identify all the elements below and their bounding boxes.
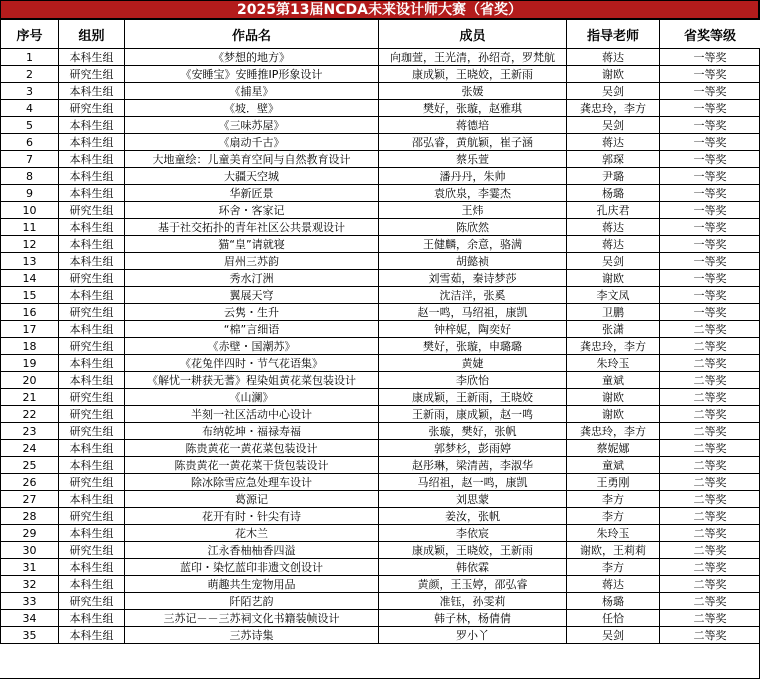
cell-teacher: 童斌: [567, 372, 660, 389]
cell-work: 阡陌艺韵: [125, 593, 379, 610]
cell-members: 樊好，张璇，申璐璐: [379, 338, 567, 355]
cell-level: 一等奖: [660, 185, 760, 202]
cell-no: 19: [1, 355, 59, 372]
cell-group: 本科生组: [59, 491, 125, 508]
cell-level: 一等奖: [660, 49, 760, 66]
cell-no: 28: [1, 508, 59, 525]
cell-teacher: 谢欧: [567, 270, 660, 287]
cell-no: 33: [1, 593, 59, 610]
table-row: [1, 100, 760, 117]
cell-level: 二等奖: [660, 542, 760, 559]
cell-teacher: 蒋达: [567, 134, 660, 151]
table-row: [1, 219, 760, 236]
cell-group: 研究生组: [59, 406, 125, 423]
cell-no: 8: [1, 168, 59, 185]
cell-members: 樊好，张璇，赵雅琪: [379, 100, 567, 117]
cell-level: 一等奖: [660, 168, 760, 185]
cell-no: 11: [1, 219, 59, 236]
cell-level: 二等奖: [660, 457, 760, 474]
header-group: 组别: [59, 20, 125, 49]
cell-group: 研究生组: [59, 423, 125, 440]
cell-members: 马绍祖，赵一鸣，康凯: [379, 474, 567, 491]
cell-group: 研究生组: [59, 304, 125, 321]
table-row: [1, 525, 760, 542]
cell-teacher: 谢欧，王莉莉: [567, 542, 660, 559]
cell-level: 一等奖: [660, 134, 760, 151]
cell-teacher: 朱玲玉: [567, 355, 660, 372]
cell-teacher: 吴剑: [567, 83, 660, 100]
cell-no: 10: [1, 202, 59, 219]
cell-level: 二等奖: [660, 321, 760, 338]
cell-work: 《捕星》: [125, 83, 379, 100]
table-row: [1, 338, 760, 355]
cell-no: 15: [1, 287, 59, 304]
cell-teacher: 尹璐: [567, 168, 660, 185]
cell-no: 23: [1, 423, 59, 440]
cell-level: 二等奖: [660, 406, 760, 423]
header-no: 序号: [1, 20, 59, 49]
table-row: [1, 168, 760, 185]
cell-members: 胡懿祯: [379, 253, 567, 270]
cell-no: 7: [1, 151, 59, 168]
cell-group: 本科生组: [59, 457, 125, 474]
cell-group: 研究生组: [59, 100, 125, 117]
cell-work: 基于社交拓扑的青年社区公共景观设计: [125, 219, 379, 236]
cell-no: 34: [1, 610, 59, 627]
cell-members: 康成颖，王新雨，王晓姣: [379, 389, 567, 406]
cell-level: 二等奖: [660, 389, 760, 406]
header-members: 成员: [379, 20, 567, 49]
cell-work: 《三味苏屋》: [125, 117, 379, 134]
cell-members: 姜汝，张帆: [379, 508, 567, 525]
cell-group: 本科生组: [59, 185, 125, 202]
table-row: [1, 627, 760, 644]
cell-teacher: 龚忠玲，李方: [567, 338, 660, 355]
cell-no: 21: [1, 389, 59, 406]
cell-work: 华新匠景: [125, 185, 379, 202]
cell-level: 二等奖: [660, 508, 760, 525]
cell-group: 本科生组: [59, 168, 125, 185]
cell-group: 研究生组: [59, 202, 125, 219]
cell-no: 35: [1, 627, 59, 644]
table-row: [1, 576, 760, 593]
cell-work: 陈贵黄花一黄花菜干货包装设计: [125, 457, 379, 474]
table-row: [1, 474, 760, 491]
cell-no: 14: [1, 270, 59, 287]
table-title: 2025第13届NCDA未来设计师大赛（省奖）: [0, 0, 759, 19]
cell-level: 一等奖: [660, 117, 760, 134]
cell-group: 本科生组: [59, 151, 125, 168]
cell-level: 二等奖: [660, 576, 760, 593]
cell-work: “棉”言细语: [125, 321, 379, 338]
cell-members: 康成颖，王晓姣，王新雨: [379, 66, 567, 83]
table-header: [1, 20, 760, 49]
cell-teacher: 李文凤: [567, 287, 660, 304]
table-row: [1, 542, 760, 559]
cell-teacher: 杨璐: [567, 593, 660, 610]
cell-teacher: 蔡妮娜: [567, 440, 660, 457]
table-row: [1, 49, 760, 66]
cell-work: 萌趣共生宠物用品: [125, 576, 379, 593]
cell-level: 二等奖: [660, 525, 760, 542]
table-row: [1, 134, 760, 151]
cell-no: 20: [1, 372, 59, 389]
cell-work: 大地童绘：儿童美育空间与自然教育设计: [125, 151, 379, 168]
cell-members: 沈洁洋，张奚: [379, 287, 567, 304]
table-row: [1, 66, 760, 83]
cell-group: 本科生组: [59, 134, 125, 151]
cell-work: 蓝印・染忆蓝印非遗文创设计: [125, 559, 379, 576]
table-row: [1, 236, 760, 253]
cell-group: 本科生组: [59, 372, 125, 389]
cell-teacher: 吴剑: [567, 627, 660, 644]
cell-work: 《坡．壁》: [125, 100, 379, 117]
cell-members: 赵一鸣，马绍祖，康凯: [379, 304, 567, 321]
table-row: [1, 117, 760, 134]
header-work: 作品名: [125, 20, 379, 49]
cell-work: 三苏记－－三苏祠文化书籍装帧设计: [125, 610, 379, 627]
cell-members: 准钰，孙雯莉: [379, 593, 567, 610]
cell-members: 陈欣然: [379, 219, 567, 236]
cell-teacher: 王勇刚: [567, 474, 660, 491]
cell-work: 翼展天穹: [125, 287, 379, 304]
cell-level: 一等奖: [660, 304, 760, 321]
cell-work: 猫“皇”请就寝: [125, 236, 379, 253]
cell-group: 研究生组: [59, 542, 125, 559]
cell-no: 9: [1, 185, 59, 202]
cell-teacher: 朱玲玉: [567, 525, 660, 542]
cell-level: 一等奖: [660, 100, 760, 117]
table-row: [1, 491, 760, 508]
cell-teacher: 蒋达: [567, 219, 660, 236]
cell-members: 韩子林，杨倩倩: [379, 610, 567, 627]
cell-work: 云隽・生升: [125, 304, 379, 321]
cell-no: 6: [1, 134, 59, 151]
cell-level: 一等奖: [660, 253, 760, 270]
cell-level: 二等奖: [660, 423, 760, 440]
cell-members: 黄婕: [379, 355, 567, 372]
cell-no: 13: [1, 253, 59, 270]
cell-no: 27: [1, 491, 59, 508]
cell-members: 袁欣泉，李霎杰: [379, 185, 567, 202]
cell-level: 二等奖: [660, 627, 760, 644]
cell-teacher: 李方: [567, 508, 660, 525]
cell-level: 一等奖: [660, 270, 760, 287]
table-row: [1, 593, 760, 610]
cell-level: 一等奖: [660, 236, 760, 253]
cell-level: 二等奖: [660, 355, 760, 372]
cell-work: 《山澜》: [125, 389, 379, 406]
table-row: [1, 202, 760, 219]
cell-no: 1: [1, 49, 59, 66]
cell-members: 王健麟，余意，骆满: [379, 236, 567, 253]
cell-no: 16: [1, 304, 59, 321]
cell-group: 本科生组: [59, 49, 125, 66]
cell-work: 眉州三苏韵: [125, 253, 379, 270]
cell-members: 韩依霖: [379, 559, 567, 576]
cell-group: 研究生组: [59, 389, 125, 406]
cell-members: 李欣怡: [379, 372, 567, 389]
cell-members: 潘丹丹，朱帅: [379, 168, 567, 185]
cell-members: 李依宸: [379, 525, 567, 542]
table-row: [1, 185, 760, 202]
cell-members: 黄颜，王玉婷，邵弘睿: [379, 576, 567, 593]
cell-teacher: 杨璐: [567, 185, 660, 202]
cell-members: 王炜: [379, 202, 567, 219]
cell-work: 《赤壁・国潮苏》: [125, 338, 379, 355]
cell-level: 二等奖: [660, 372, 760, 389]
cell-members: 郭梦杉，彭雨婷: [379, 440, 567, 457]
cell-teacher: 蒋达: [567, 576, 660, 593]
table-row: [1, 287, 760, 304]
cell-no: 26: [1, 474, 59, 491]
cell-level: 二等奖: [660, 593, 760, 610]
cell-work: 秀水汀洲: [125, 270, 379, 287]
cell-group: 本科生组: [59, 355, 125, 372]
cell-no: 30: [1, 542, 59, 559]
cell-work: 《安睡宝》安睡推IP形象设计: [125, 66, 379, 83]
cell-no: 31: [1, 559, 59, 576]
cell-teacher: 谢欧: [567, 406, 660, 423]
cell-work: 环舍・客家记: [125, 202, 379, 219]
cell-members: 张璇，樊好，张帆: [379, 423, 567, 440]
cell-members: 赵彤琳，梁清茜，李淑华: [379, 457, 567, 474]
cell-members: 刘思蒙: [379, 491, 567, 508]
cell-no: 22: [1, 406, 59, 423]
cell-members: 蔡乐萱: [379, 151, 567, 168]
cell-group: 研究生组: [59, 474, 125, 491]
table-row: [1, 355, 760, 372]
cell-teacher: 李方: [567, 559, 660, 576]
cell-members: 钟梓妮，陶奕好: [379, 321, 567, 338]
table-row: [1, 389, 760, 406]
cell-no: 3: [1, 83, 59, 100]
table-row: [1, 610, 760, 627]
cell-no: 32: [1, 576, 59, 593]
cell-level: 二等奖: [660, 338, 760, 355]
cell-teacher: 谢欧: [567, 66, 660, 83]
cell-members: 罗小丫: [379, 627, 567, 644]
cell-work: 《花兔伴四时・节气花语集》: [125, 355, 379, 372]
cell-work: 《梦想的地方》: [125, 49, 379, 66]
cell-group: 本科生组: [59, 321, 125, 338]
cell-group: 研究生组: [59, 66, 125, 83]
cell-no: 24: [1, 440, 59, 457]
table-row: [1, 423, 760, 440]
cell-members: 张媛: [379, 83, 567, 100]
cell-no: 2: [1, 66, 59, 83]
cell-work: 三苏诗集: [125, 627, 379, 644]
table-row: [1, 83, 760, 100]
cell-level: 一等奖: [660, 151, 760, 168]
cell-level: 二等奖: [660, 491, 760, 508]
table-row: [1, 253, 760, 270]
cell-work: 陈贵黄花一黄花菜包装设计: [125, 440, 379, 457]
cell-members: 王新雨，康成颖，赵一鸣: [379, 406, 567, 423]
cell-members: 康成颖，王晓姣，王新雨: [379, 542, 567, 559]
table-row: [1, 321, 760, 338]
cell-group: 研究生组: [59, 508, 125, 525]
cell-members: 向珈萱，王光清，孙绍奇，罗梵航: [379, 49, 567, 66]
cell-teacher: 卫鹏: [567, 304, 660, 321]
cell-teacher: 蒋达: [567, 236, 660, 253]
cell-no: 4: [1, 100, 59, 117]
cell-group: 本科生组: [59, 287, 125, 304]
cell-group: 本科生组: [59, 559, 125, 576]
table-row: [1, 372, 760, 389]
cell-work: 花开有时・针尖有诗: [125, 508, 379, 525]
cell-no: 25: [1, 457, 59, 474]
header-level: 省奖等级: [660, 20, 760, 49]
table-row: [1, 406, 760, 423]
cell-level: 二等奖: [660, 610, 760, 627]
cell-group: 本科生组: [59, 236, 125, 253]
cell-work: 葛源记: [125, 491, 379, 508]
cell-group: 研究生组: [59, 593, 125, 610]
table-row: [1, 304, 760, 321]
cell-group: 本科生组: [59, 219, 125, 236]
cell-work: 《扇动千古》: [125, 134, 379, 151]
cell-teacher: 郭琛: [567, 151, 660, 168]
cell-work: 花木兰: [125, 525, 379, 542]
cell-no: 29: [1, 525, 59, 542]
cell-group: 本科生组: [59, 253, 125, 270]
table-body: [1, 49, 760, 644]
cell-teacher: 张潇: [567, 321, 660, 338]
cell-level: 一等奖: [660, 219, 760, 236]
cell-no: 17: [1, 321, 59, 338]
awards-table: [0, 19, 760, 644]
cell-work: 除冰除雪应急处理车设计: [125, 474, 379, 491]
cell-work: 《解忧一耕获无蓍》程染姐黄花菜包装设计: [125, 372, 379, 389]
cell-group: 本科生组: [59, 117, 125, 134]
cell-level: 二等奖: [660, 440, 760, 457]
header-row: [1, 20, 760, 49]
cell-members: 刘雪茹，秦诗梦莎: [379, 270, 567, 287]
cell-level: 二等奖: [660, 474, 760, 491]
cell-group: 本科生组: [59, 525, 125, 542]
cell-members: 邵弘睿，黄航颖，崔子涵: [379, 134, 567, 151]
cell-teacher: 李方: [567, 491, 660, 508]
table-row: [1, 270, 760, 287]
cell-no: 12: [1, 236, 59, 253]
cell-group: 本科生组: [59, 610, 125, 627]
cell-teacher: 孔庆君: [567, 202, 660, 219]
table-row: [1, 440, 760, 457]
cell-group: 本科生组: [59, 576, 125, 593]
table-row: [1, 457, 760, 474]
cell-level: 一等奖: [660, 83, 760, 100]
cell-group: 研究生组: [59, 338, 125, 355]
cell-teacher: 吴剑: [567, 117, 660, 134]
table-row: [1, 151, 760, 168]
cell-level: 一等奖: [660, 202, 760, 219]
cell-teacher: 吴剑: [567, 253, 660, 270]
cell-teacher: 龚忠玲，李方: [567, 100, 660, 117]
cell-members: 蒋德培: [379, 117, 567, 134]
cell-work: 大疆天空城: [125, 168, 379, 185]
cell-group: 研究生组: [59, 270, 125, 287]
cell-no: 18: [1, 338, 59, 355]
cell-teacher: 龚忠玲，李方: [567, 423, 660, 440]
cell-level: 二等奖: [660, 559, 760, 576]
cell-group: 本科生组: [59, 440, 125, 457]
cell-level: 一等奖: [660, 66, 760, 83]
cell-teacher: 童斌: [567, 457, 660, 474]
header-teacher: 指导老师: [567, 20, 660, 49]
cell-teacher: 谢欧: [567, 389, 660, 406]
cell-work: 半刻一社区活动中心设计: [125, 406, 379, 423]
table-row: [1, 559, 760, 576]
cell-teacher: 任恰: [567, 610, 660, 627]
cell-work: 江永香柚柚香四溢: [125, 542, 379, 559]
cell-group: 本科生组: [59, 83, 125, 100]
table-row: [1, 508, 760, 525]
cell-group: 本科生组: [59, 627, 125, 644]
cell-teacher: 蒋达: [567, 49, 660, 66]
cell-no: 5: [1, 117, 59, 134]
cell-work: 布纳乾坤・福禄寿福: [125, 423, 379, 440]
cell-level: 一等奖: [660, 287, 760, 304]
